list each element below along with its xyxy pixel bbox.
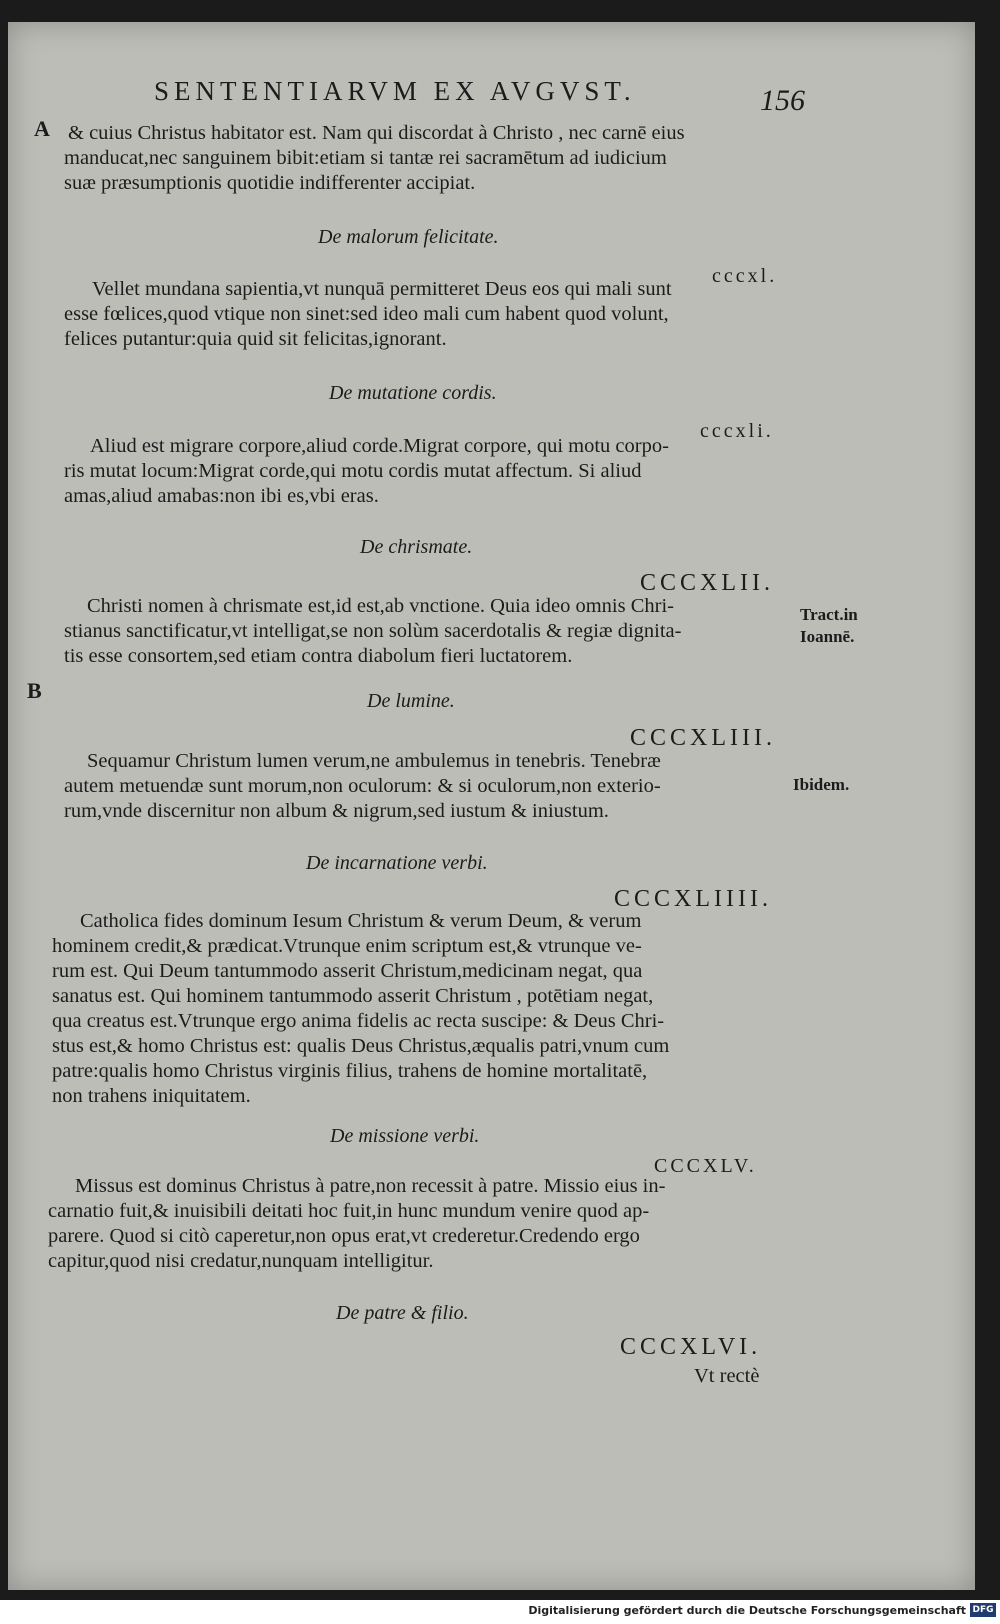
margin-letter-b: B	[27, 678, 42, 703]
text-line: autem metuendæ sunt morum,non oculorum: & si oculorum,non exterio-	[64, 775, 661, 797]
margin-letter-a: A	[34, 116, 50, 141]
section-heading: De patre & filio.	[336, 1302, 469, 1324]
margin-note: Tract.in	[800, 605, 858, 624]
text-line: Vt rectè	[694, 1365, 760, 1387]
section-numeral: CCCXLIII.	[630, 725, 776, 751]
section-heading: De malorum felicitate.	[318, 226, 499, 248]
text-line: & cuius Christus habitator est. Nam qui discordat à Christo , nec carnē eius	[68, 122, 685, 144]
text-line: rum est. Qui Deum tantummodo asserit Christum,medicinam negat, qua	[52, 960, 643, 982]
digitization-credit: Digitalisierung gefördert durch die Deutsche Forschungsgemeinschaft	[528, 1604, 966, 1617]
text-line: ris mutat locum:Migrat corde,qui motu cordis mutat affectum. Si aliud	[64, 460, 642, 482]
text-line: stus est,& homo Christus est: qualis Deus Christus,æqualis patri,vnum cum	[52, 1035, 670, 1057]
text-line: sanatus est. Qui hominem tantummodo asserit Christum , potētiam negat,	[52, 985, 654, 1007]
section-heading: De mutatione cordis.	[329, 382, 497, 404]
text-line: amas,aliud amabas:non ibi es,vbi eras.	[64, 485, 379, 507]
text-line: capitur,quod nisi credatur,nunquam intelligitur.	[48, 1250, 434, 1272]
text-line: felices putantur:quia quid sit felicitas,ignorant.	[64, 328, 447, 350]
text-line: Catholica fides dominum Iesum Christum & verum Deum, & verum	[80, 910, 642, 932]
section-numeral: cccxli.	[700, 420, 774, 442]
text-line: qua creatus est.Vtrunque ergo anima fidelis ac recta suscipe: & Deus Chri-	[52, 1010, 665, 1032]
text-line: parere. Quod si citò caperetur,non opus erat,vt crederetur.Credendo ergo	[48, 1225, 640, 1247]
text-line: Christi nomen à chrismate est,id est,ab vnctione. Quia ideo omnis Chri-	[87, 595, 674, 617]
text-line: suæ præsumptionis quotidie indifferenter accipiat.	[64, 172, 476, 194]
section-numeral: CCCXLVI.	[620, 1334, 762, 1360]
text-line: rum,vnde discernitur non album & nigrum,sed iustum & iniustum.	[64, 800, 609, 822]
text-line: hominem credit,& prædicat.Vtrunque enim scriptum est,& vtrunque ve-	[52, 935, 642, 957]
text-line: carnatio fuit,& inuisibili deitati hoc fuit,in hunc mundum venire quod ap-	[48, 1200, 650, 1222]
text-line: Vellet mundana sapientia,vt nunquā permitteret Deus eos qui mali sunt	[92, 278, 672, 300]
text-line: manducat,nec sanguinem bibit:etiam si tantæ rei sacramētum ad iudicium	[64, 147, 667, 169]
text-line: tis esse consortem,sed etiam contra diabolum fieri luctatorem.	[64, 645, 573, 667]
section-numeral: CCCXLIIII.	[614, 886, 772, 912]
running-header: SENTENTIARVM EX AVGVST.	[154, 76, 636, 106]
section-numeral: cccxl.	[712, 265, 778, 287]
section-heading: De lumine.	[367, 690, 455, 712]
text-line: Missus est dominus Christus à patre,non recessit à patre. Missio eius in-	[75, 1175, 666, 1197]
text-line: non trahens iniquitatem.	[52, 1085, 251, 1107]
margin-note: Ibidem.	[793, 775, 850, 794]
dfg-logo: DFG	[970, 1603, 996, 1617]
text-line: stianus sanctificatur,vt intelligat,se non solùm sacerdotalis & regiæ dignita-	[64, 620, 682, 642]
text-line: Sequamur Christum lumen verum,ne ambulemus in tenebris. Tenebræ	[87, 750, 661, 772]
margin-note: Ioannē.	[800, 627, 855, 646]
section-heading: De incarnatione verbi.	[306, 852, 488, 874]
text-line: Aliud est migrare corpore,aliud corde.Migrat corpore, qui motu corpo-	[90, 435, 669, 457]
section-numeral: CCCXLII.	[640, 570, 774, 596]
text-line: patre:qualis homo Christus virginis filius, trahens de homine mortalitatē,	[52, 1060, 648, 1082]
section-heading: De missione verbi.	[330, 1125, 480, 1147]
page-number: 156	[760, 84, 805, 117]
section-numeral: CCCXLV.	[654, 1155, 757, 1177]
section-heading: De chrismate.	[360, 536, 473, 558]
text-line: esse fœlices,quod vtique non sinet:sed ideo mali cum habent quod volunt,	[64, 303, 669, 325]
